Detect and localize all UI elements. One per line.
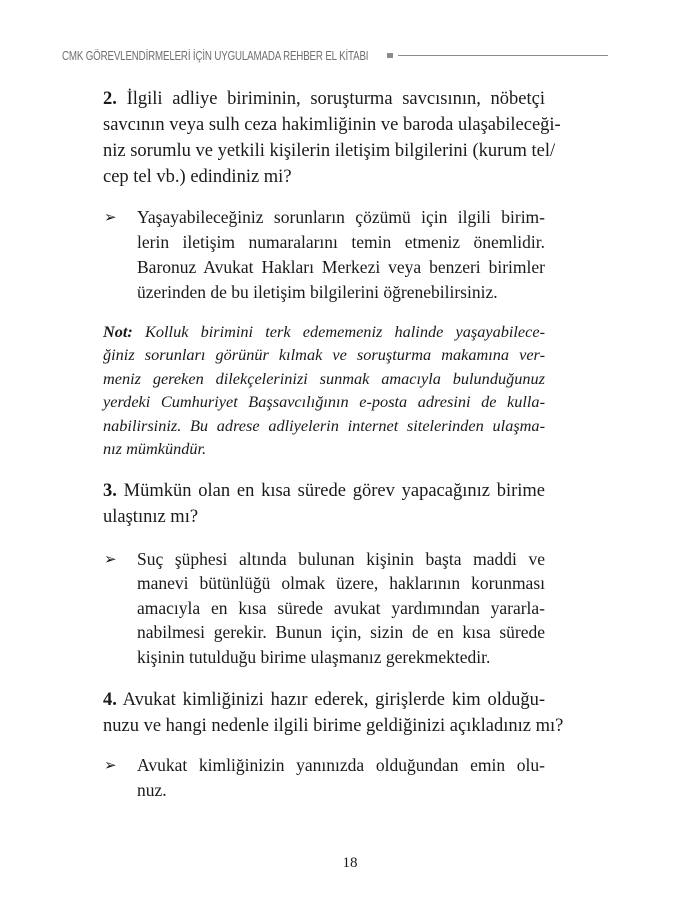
note-label: Not: bbox=[103, 322, 133, 341]
text-line: nuz. bbox=[137, 780, 167, 800]
text-line: savcının veya sulh ceza hakimliğinin ve baroda ulaşabileceği- bbox=[103, 115, 561, 135]
arrow-bullet-icon: ➢ bbox=[104, 756, 117, 774]
text-line: meniz gereken dilekçelerinizi sunmak amacıyla bulunduğunuz bbox=[103, 368, 545, 388]
bullet-2 bbox=[104, 547, 545, 669]
text-line: üzerinden de bu iletişim bilgilerini öğrenebilirsiniz. bbox=[137, 282, 498, 302]
text-line: niz sorumlu ve yetkili kişilerin iletişim bilgilerini (kurum tel/ bbox=[103, 141, 556, 161]
text-line: İlgili adliye biriminin, soruşturma savcısının, nöbetçi bbox=[116, 89, 545, 109]
book-title: CMK GÖREVLENDİRMELERİ İÇİN UYGULAMADA REHBER EL KİTABI bbox=[62, 49, 369, 63]
header-square-ornament bbox=[387, 53, 393, 58]
question-2 bbox=[103, 86, 561, 190]
text-line: nabilmesi gerekir. Bunun için, sizin de en kısa sürede bbox=[137, 622, 545, 643]
question-4 bbox=[103, 687, 564, 739]
text-line: nız mümkündür. bbox=[103, 438, 207, 458]
text-line: Baronuz Avukat Hakları Merkezi veya benzeri birimler bbox=[137, 257, 545, 277]
text-line: Suç şüphesi altında bulunan kişinin başta maddi ve bbox=[137, 549, 545, 569]
text-line: cep tel vb.) edindiniz mi? bbox=[103, 167, 292, 187]
running-header bbox=[62, 46, 548, 66]
text-line: nuzu ve hangi nedenle ilgili birime geldiğinizi açıkladınız mı? bbox=[103, 716, 564, 736]
question-number: 4. bbox=[103, 690, 117, 710]
text-line: Avukat kimliğinizin yanınızda olduğundan emin olu- bbox=[137, 755, 545, 775]
question-number: 3. bbox=[103, 481, 117, 501]
text-line: kişinin tutulduğu birime ulaşmanız gerekmektedir. bbox=[137, 646, 491, 667]
text-line: Kolluk birimini terk edememeniz halinde yaşayabilece- bbox=[132, 322, 545, 341]
arrow-bullet-icon: ➢ bbox=[104, 550, 117, 568]
text-line: amacıyla en kısa sürede avukat yardımından yararla- bbox=[137, 597, 545, 618]
question-number: 2. bbox=[103, 89, 117, 109]
question-3 bbox=[103, 478, 545, 530]
page-number: 18 bbox=[342, 855, 358, 871]
text-line: ulaştınız mı? bbox=[103, 507, 199, 527]
text-line: lerin iletişim numaralarını temin etmeniz önemlidir. bbox=[137, 232, 545, 252]
text-line: nabilirsiniz. Bu adrese adliyelerin internet sitelerinden ulaşma- bbox=[103, 415, 545, 435]
text-line: Avukat kimliğinizi hazır ederek, girişlerde kim olduğu- bbox=[116, 690, 545, 710]
note bbox=[103, 320, 545, 460]
text-line: yerdeki Cumhuriyet Başsavcılığının e-posta adresini de kulla- bbox=[103, 392, 545, 412]
bullet-1 bbox=[104, 205, 545, 305]
header-rule bbox=[398, 55, 608, 56]
text-line: ğiniz sorunları görünür kılmak ve soruşturma makamına ver- bbox=[103, 345, 545, 365]
arrow-bullet-icon: ➢ bbox=[104, 208, 117, 226]
text-line: manevi bütünlüğü olmak üzere, haklarının korunması bbox=[137, 573, 545, 594]
bullet-3 bbox=[104, 753, 545, 803]
text-line: Yaşayabileceğiniz sorunların çözümü için ilgili birim- bbox=[137, 207, 545, 227]
text-line: Mümkün olan en kısa sürede görev yapacağınız birime bbox=[116, 481, 545, 501]
